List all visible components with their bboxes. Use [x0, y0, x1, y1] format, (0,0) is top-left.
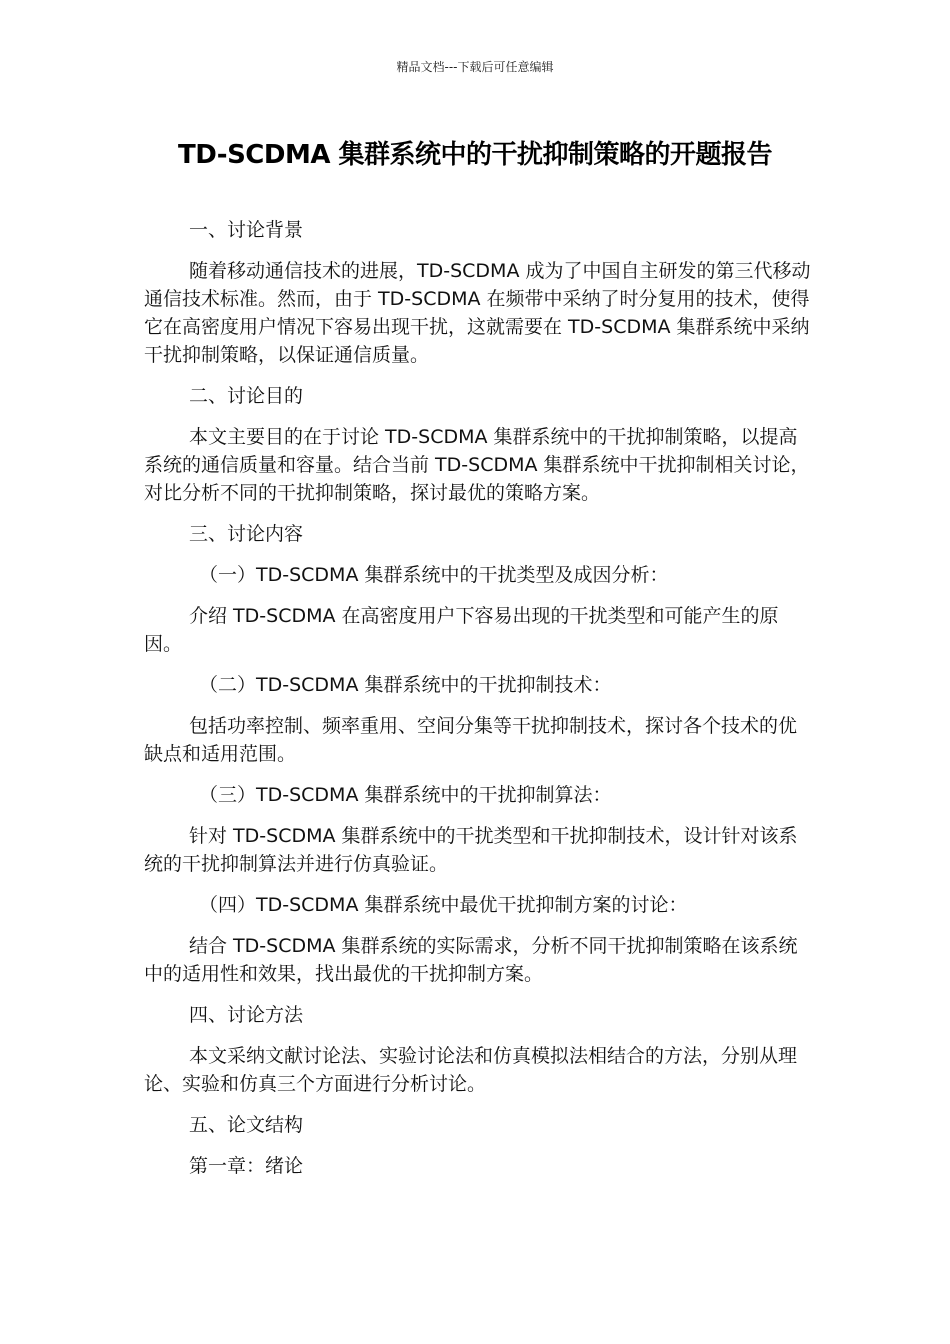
document-title: TD-SCDMA 集群系统中的干扰抑制策略的开题报告 [177, 140, 773, 170]
paragraph: 针对 TD-SCDMA 集群系统中的干扰类型和干扰抑制技术，设计针对该系统的干扰抑制算法并进行仿真验证。 [144, 825, 798, 875]
paragraph: 随着移动通信技术的进展，TD-SCDMA 成为了中国自主研发的第三代移动通信技术标准。然而，由于 TD-SCDMA 在频带中采纳了时分复用的技术，使得它在高密度用户情况下容易出现干扰，这就需要在 TD-SCDMA 集群系统中采纳干扰抑制策略，以保证通信质量。 [144, 260, 811, 366]
paragraph: 结合 TD-SCDMA 集群系统的实际需求，分析不同干扰抑制策略在该系统中的适用性和效果，找出最优的干扰抑制方案。 [144, 935, 798, 985]
document-body [144, 216, 812, 1193]
subsection-heading: （二）TD-SCDMA 集群系统中的干扰抑制技术： [199, 674, 612, 696]
paragraph: 介绍 TD-SCDMA 在高密度用户下容易出现的干扰类型和可能产生的原因。 [144, 605, 779, 655]
section-heading: 四、讨论方法 [189, 1004, 304, 1026]
page-header: 精品文档---下载后可任意编辑 [396, 60, 554, 74]
section-heading: 一、讨论背景 [189, 219, 304, 241]
subsection-heading: （三）TD-SCDMA 集群系统中的干扰抑制算法： [199, 784, 612, 806]
section-heading: 五、论文结构 [189, 1114, 304, 1136]
paragraph: 包括功率控制、频率重用、空间分集等干扰抑制技术，探讨各个技术的优缺点和适用范围。 [144, 715, 798, 765]
subsection-heading: （一）TD-SCDMA 集群系统中的干扰类型及成因分析： [199, 564, 669, 586]
section-heading: 三、讨论内容 [189, 523, 304, 545]
subsection-heading: （四）TD-SCDMA 集群系统中最优干扰抑制方案的讨论： [199, 894, 688, 916]
chapter-heading: 第一章：绪论 [189, 1155, 304, 1177]
section-heading: 二、讨论目的 [189, 385, 304, 407]
paragraph: 本文主要目的在于讨论 TD-SCDMA 集群系统中的干扰抑制策略，以提高系统的通信质量和容量。结合当前 TD-SCDMA 集群系统中干扰抑制相关讨论，对比分析不同的干扰抑制策略，探讨最优的策略方案。 [144, 426, 810, 504]
paragraph: 本文采纳文献讨论法、实验讨论法和仿真模拟法相结合的方法，分别从理论、实验和仿真三个方面进行分析讨论。 [144, 1045, 798, 1095]
